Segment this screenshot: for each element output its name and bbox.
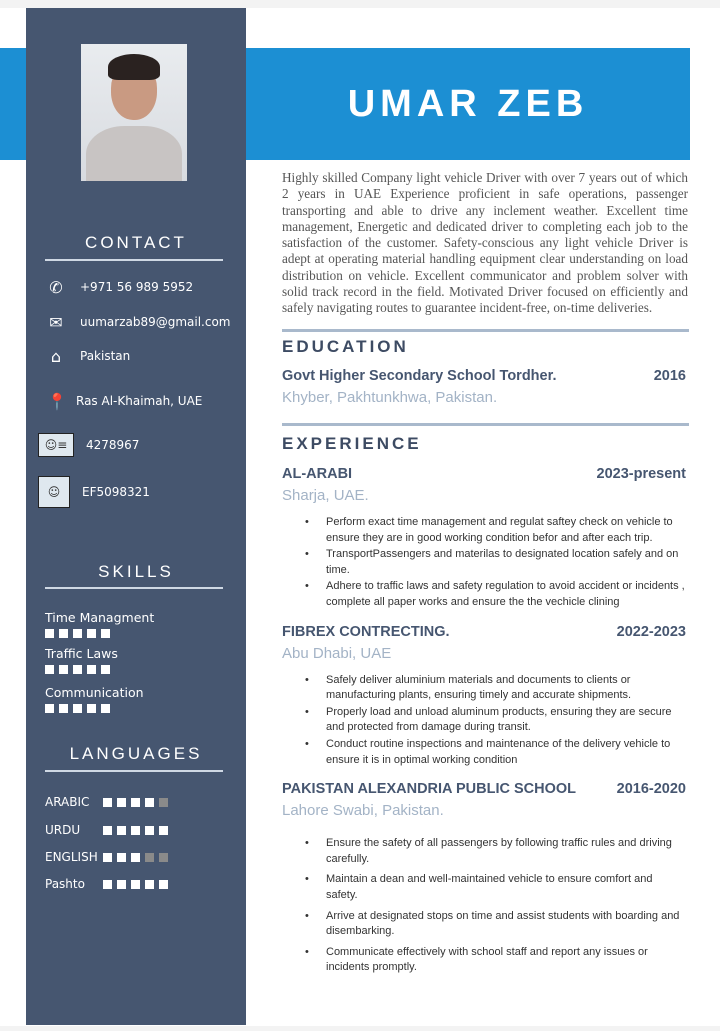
- license-text: 4278967: [86, 438, 140, 452]
- bullet-item: • Perform exact time management and regulat saftey check on vehicle to ensure they are in good working condition befor and after each trip.: [305, 515, 686, 546]
- rating-dot: [59, 665, 68, 674]
- job-title: FIBREX CONTRECTING.: [282, 623, 450, 640]
- language-label: Pashto: [45, 877, 85, 891]
- bullet-item: • Communicate effectively with school staff and report any issues or incidents promptly.: [305, 945, 686, 976]
- passport-text: EF5098321: [82, 485, 150, 499]
- rating-dot: [117, 798, 126, 807]
- divider: [45, 259, 223, 261]
- rating-dot: [131, 826, 140, 835]
- rating-dot: [101, 704, 110, 713]
- divider: [45, 587, 223, 589]
- rating-dot: [159, 853, 168, 862]
- contact-license: [38, 433, 139, 457]
- envelope-icon: ✉: [49, 312, 63, 332]
- bullet-item: • Properly load and unload aluminum products, ensuring they are secure and protected from damage during transit.: [305, 705, 686, 736]
- map-pin-icon: 📍: [47, 391, 67, 411]
- rating-dot: [145, 880, 154, 889]
- rating-dot: [131, 798, 140, 807]
- education-year: 2016: [653, 368, 686, 384]
- language-label: URDU: [45, 823, 81, 837]
- education-place: Khyber, Pakhtunkhwa, Pakistan.: [282, 389, 498, 406]
- experience-list: [282, 465, 688, 988]
- job-place: Lahore Swabi, Pakistan.: [282, 802, 444, 820]
- skill-item: [45, 610, 154, 638]
- email-link[interactable]: uumarzab89@gmail.com: [80, 315, 231, 329]
- job-header: [282, 465, 686, 483]
- divider: [282, 329, 689, 332]
- education-entry: [282, 367, 686, 407]
- profile-photo: [81, 44, 187, 181]
- education-header: [282, 367, 686, 385]
- rating-dot: [45, 704, 54, 713]
- rating-dot: [145, 798, 154, 807]
- job-header: [282, 623, 686, 641]
- job-bullets: [305, 836, 686, 976]
- rating-dot: [159, 798, 168, 807]
- rating-dot: [117, 853, 126, 862]
- job-bullets: [305, 515, 686, 611]
- skill-label: Traffic Laws: [45, 646, 118, 661]
- rating-dots: [103, 880, 168, 889]
- contact-email: [44, 311, 231, 333]
- job-place: Abu Dhabi, UAE: [282, 644, 392, 662]
- rating-dot: [103, 798, 112, 807]
- rating-dot: [59, 704, 68, 713]
- sidebar: [26, 8, 246, 1025]
- job-place: Sharja, UAE.: [282, 487, 369, 504]
- rating-dot: [159, 880, 168, 889]
- rating-dot: [101, 629, 110, 638]
- rating-dot: [103, 853, 112, 862]
- bullet-item: • Adhere to traffic laws and safety regulation to avoid accident or incidents , complete all paper works and ensure the the vechicle clining: [305, 579, 686, 610]
- rating-dots: [103, 798, 168, 807]
- divider: [282, 423, 689, 426]
- passport-icon: ☺: [38, 476, 70, 508]
- rating-dot: [87, 629, 96, 638]
- bullet-item: • TransportPassengers and materilas to designated location safely and on time.: [305, 547, 686, 578]
- rating-dot: [87, 665, 96, 674]
- phone-icon: ✆: [49, 277, 63, 297]
- skill-item: [45, 646, 118, 674]
- rating-dot: [101, 665, 110, 674]
- bullet-item: • Conduct routine inspections and maintenance of the delivery vehicle to ensure it is in optimal working condition: [305, 737, 686, 768]
- home-icon: ⌂: [50, 346, 62, 366]
- rating-dot: [159, 826, 168, 835]
- rating-dots: [45, 704, 144, 713]
- candidate-name: UMAR ZEB: [347, 82, 589, 125]
- job-dates: 2022-2023: [616, 623, 686, 640]
- contact-location: [42, 386, 202, 416]
- language-item: [45, 823, 168, 837]
- profile-summary: Highly skilled Company light vehicle Driver with over 7 years out of which 2 years in UAE Experience proficient in safe operations, passenger transporting and able to drive any inclement weather. Excellent time management, Energetic and dedicated driver to completing each job to the satisfaction of the customer. Safety-conscious any light vehicle Driver is adept at operating material handling equipment clear understanding on load distribution on vehicle. Excellent communicator and problem solver with solid track record in the field. Motivated Driver focused on efficiently and safely navigating routes to guarantee incident-free, on-time deliveries.: [282, 170, 688, 316]
- bullet-item: • Safely deliver aluminium materials and documents to clients or manufacturing plants, ensuring timely and accurate shipments.: [305, 673, 686, 704]
- rating-dots: [103, 853, 168, 862]
- contact-passport: [38, 476, 150, 508]
- skill-item: [45, 685, 144, 713]
- job-bullets: [305, 673, 686, 769]
- rating-dot: [103, 880, 112, 889]
- skill-label: Time Managment: [45, 610, 155, 625]
- id-card-icon: ☺≡: [38, 433, 74, 457]
- contact-phone: [44, 276, 193, 298]
- rating-dot: [73, 665, 82, 674]
- skill-label: Communication: [45, 685, 144, 700]
- language-item: [45, 877, 168, 891]
- rating-dots: [45, 665, 118, 674]
- school-name: Govt Higher Secondary School Tordher.: [282, 368, 557, 384]
- rating-dot: [145, 826, 154, 835]
- bullet-item: • Maintain a dean and well-maintained vehicle to ensure comfort and safety.: [305, 872, 686, 903]
- job-title: AL-ARABI: [282, 466, 353, 482]
- phone-text: +971 56 989 5952: [80, 280, 194, 294]
- languages-heading: LANGUAGES: [69, 744, 203, 763]
- language-label: ARABIC: [45, 795, 90, 809]
- job-entry: [282, 623, 688, 769]
- rating-dots: [45, 629, 154, 638]
- language-item: [45, 850, 168, 864]
- rating-dot: [131, 853, 140, 862]
- bullet-item: • Ensure the safety of all passengers by following traffic rules and driving carefully.: [305, 836, 686, 867]
- rating-dot: [73, 704, 82, 713]
- home-text: Pakistan: [80, 349, 131, 363]
- skills-heading: SKILLS: [98, 562, 174, 581]
- rating-dot: [117, 826, 126, 835]
- rating-dots: [103, 826, 168, 835]
- rating-dot: [145, 853, 154, 862]
- location-text: Ras Al-Khaimah, UAE: [76, 394, 203, 408]
- bullet-item: • Arrive at designated stops on time and assist students with boarding and disembarking.: [305, 909, 686, 940]
- job-dates: 2016-2020: [616, 781, 686, 798]
- job-title: PAKISTAN ALEXANDRIA PUBLIC SCHOOL: [282, 781, 577, 798]
- job-entry: [282, 465, 688, 611]
- education-heading: EDUCATION: [282, 337, 409, 356]
- rating-dot: [45, 665, 54, 674]
- language-item: [45, 795, 168, 809]
- divider: [45, 770, 223, 772]
- rating-dot: [103, 826, 112, 835]
- job-header: [282, 780, 686, 798]
- rating-dot: [131, 880, 140, 889]
- rating-dot: [117, 880, 126, 889]
- contact-home: [44, 345, 130, 367]
- language-label: ENGLISH: [45, 850, 98, 864]
- rating-dot: [87, 704, 96, 713]
- rating-dot: [45, 629, 54, 638]
- contact-heading: CONTACT: [85, 233, 187, 252]
- job-dates: 2023-present: [596, 466, 686, 482]
- rating-dot: [73, 629, 82, 638]
- experience-heading: EXPERIENCE: [282, 434, 422, 453]
- rating-dot: [59, 629, 68, 638]
- job-entry: [282, 780, 688, 976]
